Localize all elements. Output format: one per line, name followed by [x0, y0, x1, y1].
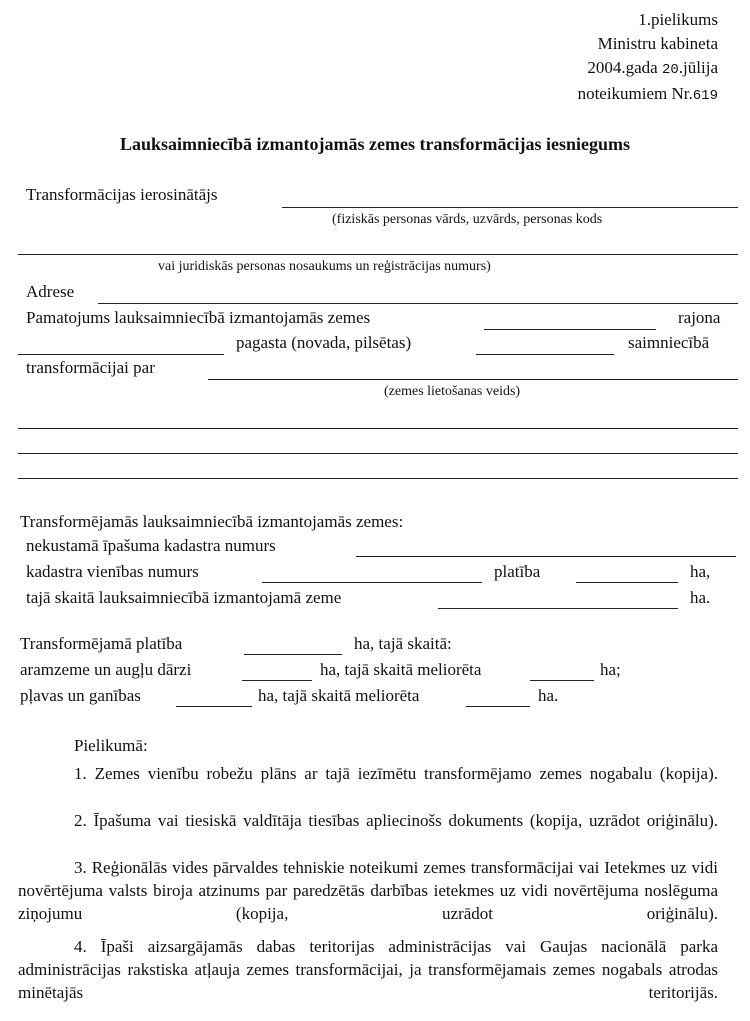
arable-meliorated-field[interactable]	[530, 680, 594, 681]
area-unit-1: ha,	[690, 562, 711, 581]
arable-label: aramzeme un augļu dārzi	[20, 660, 192, 679]
justification-label: Pamatojums lauksaimniecībā izmantojamās zemes	[26, 308, 371, 327]
blank-line-2[interactable]	[18, 453, 738, 454]
regulation-nr: 619	[692, 88, 718, 104]
transform-label: transformācijai par	[26, 358, 155, 377]
cadastre-unit-field[interactable]	[262, 582, 482, 583]
attachment-item: 1. Zemes vienību robežu plāns ar tajā iezīmētu transformējamo zemes nogabalu (kopija).	[74, 764, 718, 783]
land-heading: Transformējamās lauksaimniecībā izmantojamās zemes:	[20, 512, 404, 531]
initiator-caption-2: vai juridiskās personas nosaukums un reģistrācijas numurs)	[158, 259, 491, 274]
area-word: platība	[494, 562, 541, 581]
address-field[interactable]	[98, 303, 738, 304]
document-title: Lauksaimniecībā izmantojamās zemes transformācijas iesniegums	[120, 134, 630, 154]
arable-unit: ha;	[600, 660, 621, 679]
initiator-label: Transformācijas ierosinātājs	[26, 185, 218, 204]
agri-land-label: tajā skaitā lauksaimniecībā izmantojamā zeme	[26, 588, 342, 607]
blank-line-1[interactable]	[18, 428, 738, 429]
parish-field[interactable]	[18, 354, 224, 355]
cadastre-property-label: nekustamā īpašuma kadastra numurs	[26, 536, 276, 555]
attachment-item: 4. Īpaši aizsargājamās dabas teritorijas administrācijas vai Gaujas nacionālā parka administrācijas rakstiska atļauja zemes transformācijai, ja transformējamais zemes nogabals atrodas minētajās teritorijās.	[18, 937, 718, 1002]
meadow-label: pļavas un ganības	[20, 686, 141, 705]
meadow-meliorated-field[interactable]	[466, 706, 530, 707]
district-word: rajona	[678, 308, 721, 327]
initiator-caption-1: (fiziskās personas vārds, uzvārds, personas kods	[332, 212, 603, 227]
meadow-unit: ha.	[538, 686, 559, 705]
blank-line-3[interactable]	[18, 478, 738, 479]
address-label: Adrese	[26, 282, 75, 301]
cadastre-property-field[interactable]	[356, 556, 736, 557]
initiator-field-2[interactable]	[18, 254, 738, 255]
transform-area-suffix: ha, tajā skaitā:	[354, 634, 452, 653]
farm-field[interactable]	[476, 354, 614, 355]
annex-header	[578, 8, 718, 108]
arable-meliorated-label: ha, tajā skaitā meliorēta	[320, 660, 482, 679]
land-use-field[interactable]	[208, 379, 738, 380]
district-field[interactable]	[484, 329, 656, 330]
issuer: Ministru kabineta	[597, 34, 718, 53]
initiator-field[interactable]	[282, 207, 738, 208]
meadow-field[interactable]	[176, 706, 252, 707]
agri-land-field[interactable]	[438, 608, 678, 609]
meadow-meliorated-label: ha, tajā skaitā meliorēta	[258, 686, 420, 705]
regulation-date: 2004.gada 20.jūlija	[587, 58, 718, 78]
land-use-caption: (zemes lietošanas veids)	[384, 384, 521, 399]
farm-word: saimniecībā	[628, 333, 710, 352]
cadastre-unit-label: kadastra vienības numurs	[26, 562, 199, 581]
attachments-heading: Pielikumā:	[74, 736, 148, 755]
area-unit-2: ha.	[690, 588, 711, 607]
area-field[interactable]	[576, 582, 678, 583]
annex-number: 1.pielikums	[638, 10, 718, 29]
parish-word: pagasta (novada, pilsētas)	[236, 333, 412, 352]
transform-area-label: Transformējamā platība	[20, 634, 183, 653]
transform-area-field[interactable]	[244, 654, 342, 655]
regulation-number: noteikumiem Nr.619	[577, 84, 718, 104]
arable-field[interactable]	[242, 680, 312, 681]
attachment-item: 3. Reģionālās vides pārvaldes tehniskie noteikumi zemes transformācijai vai Ietekmes uz vidi novērtējuma valsts biroja atzinums par paredzētās darbības ietekmes uz vidi novērtējuma noslēguma ziņojumu (kopija, uzrādot oriģinālu).	[18, 858, 718, 923]
date-day: 20	[661, 62, 679, 78]
attachment-item: 2. Īpašuma vai tiesiskā valdītāja tiesības apliecinošs dokuments (kopija, uzrādot oriģinālu).	[74, 811, 718, 830]
